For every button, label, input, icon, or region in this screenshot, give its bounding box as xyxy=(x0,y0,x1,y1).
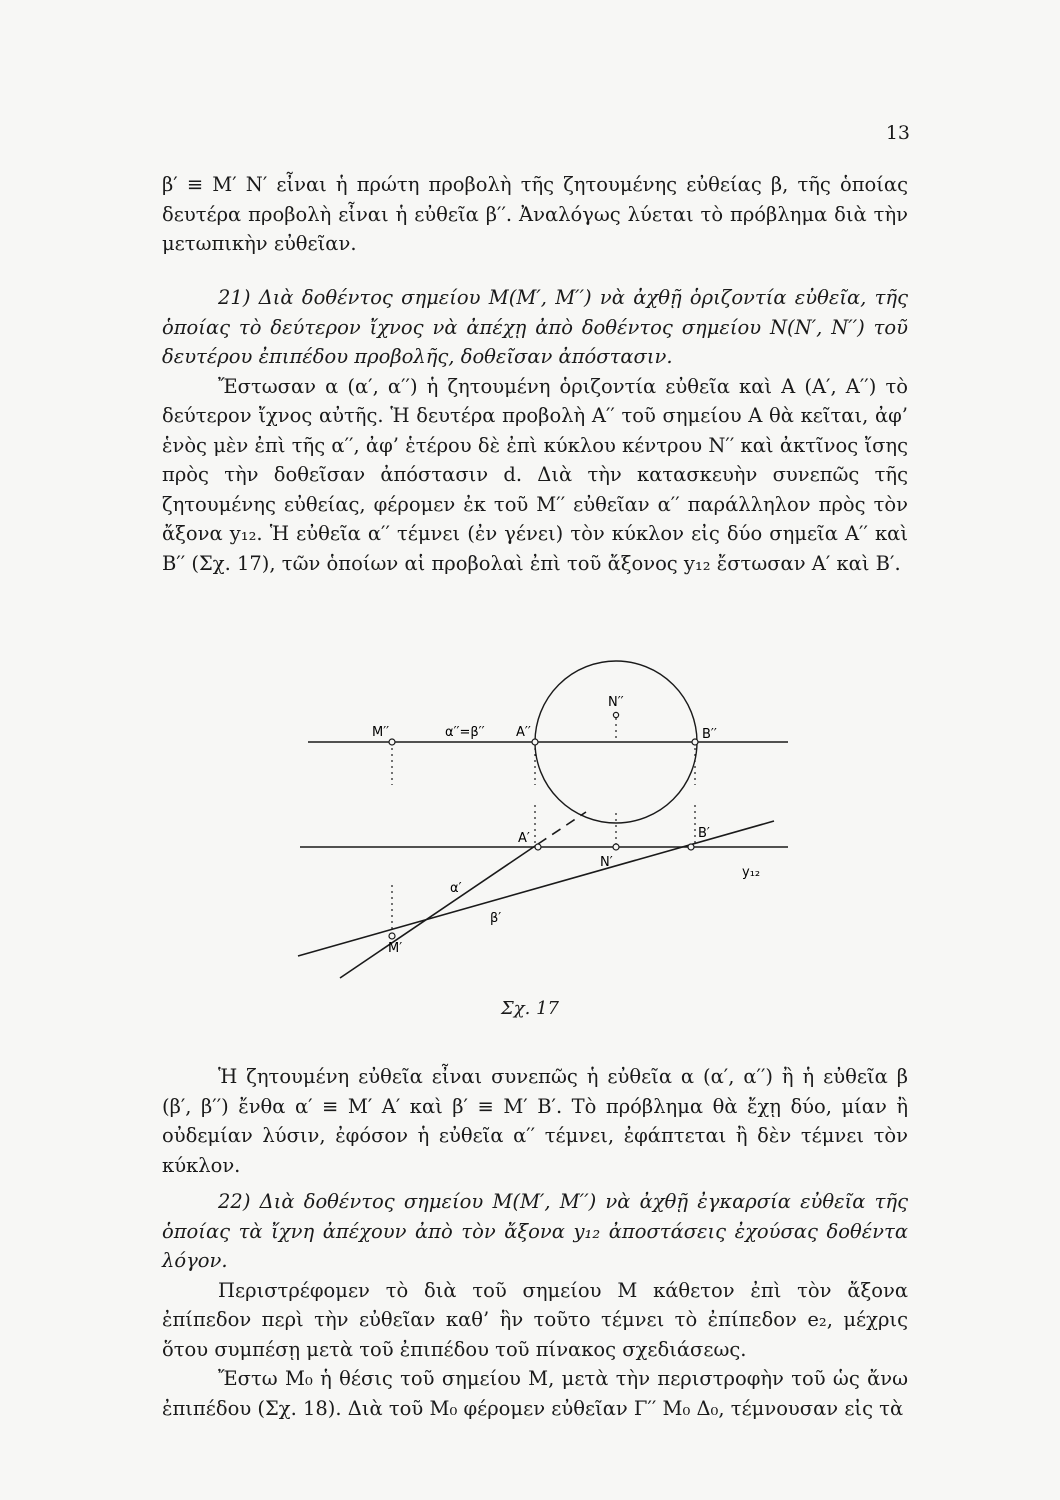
line-alpha1-dashed xyxy=(538,812,586,844)
text-block-1 xyxy=(162,170,908,259)
problem-21-heading: 21) Διὰ δοθέντος σημείου M(M′, M′′) νὰ ἀχθῇ ὁριζοντία εὐθεῖα, τῆς ὁποίας τὸ δεύτερον ἴχνος νὰ ἀπέχῃ ἀπὸ δοθέντος σημείου N(N′, N′′) τοῦ δευτέρου ἐπιπέδου προβολῆς, δοθεῖσαν ἀπόστασιν. xyxy=(162,286,908,368)
line-alpha1 xyxy=(340,844,538,978)
text-block-3 xyxy=(162,1062,908,1180)
problem-22-paragraph-1: Περιστρέφομεν τὸ διὰ τοῦ σημείου M κάθετον ἐπὶ τὸν ἄξονα ἐπίπεδον περὶ τὴν εὐθεῖαν καθ’ ἣν τοῦτο τέμνει τὸ ἐπίπεδον e₂, μέχρις ὅτου συμπέσῃ μετὰ τοῦ ἐπιπέδου τοῦ πίνακος σχεδιάσεως. xyxy=(162,1278,908,1361)
figure-17-diagram xyxy=(290,630,790,1030)
problem-21 xyxy=(162,283,908,578)
label-beta1: β′ xyxy=(490,911,502,926)
point-n2 xyxy=(613,712,618,717)
problem-22 xyxy=(162,1187,908,1423)
point-m2 xyxy=(389,739,395,745)
point-b2 xyxy=(692,739,698,745)
label-b2: B′′ xyxy=(702,727,717,742)
point-b1 xyxy=(688,844,694,850)
label-a1: A′ xyxy=(518,831,530,846)
point-a1 xyxy=(535,844,541,850)
figure-caption: Σχ. 17 xyxy=(501,998,559,1019)
label-a2: A′′ xyxy=(516,725,531,740)
point-m1 xyxy=(389,933,395,939)
label-m2: M′′ xyxy=(372,725,390,740)
label-y12: y₁₂ xyxy=(742,865,761,880)
label-m1: M′ xyxy=(388,941,403,956)
label-n1: N′ xyxy=(600,855,613,870)
point-a2 xyxy=(532,739,538,745)
line-beta1 xyxy=(298,821,774,956)
page-number: 13 xyxy=(885,122,910,144)
problem-21-solution: Ἔστωσαν α (α′, α′′) ἡ ζητουμένη ὁριζοντία εὐθεῖα καὶ A (A′, A′′) τὸ δεύτερον ἴχνος αὐτῆς. Ἡ δευτέρα προβολὴ A′′ τοῦ σημείου A θὰ κεῖται, ἀφ’ ἑνὸς μὲν ἐπὶ τῆς α′′, ἀφ’ ἑτέρου δὲ ἐπὶ κύκλου κέντρου N′′ καὶ ἀκτῖνος ἴσης πρὸς τὴν δοθεῖσαν ἀπόστασιν d. Διὰ τὴν κατασκευὴν συνεπῶς τῆς ζητουμένης εὐθείας, φέρομεν ἐκ τοῦ M′′ εὐθεῖαν α′′ παράλληλον πρὸς τὸν ἄξονα y₁₂. Ἡ εὐθεῖα α′′ τέμνει (ἐν γένει) τὸν κύκλον εἰς δύο σημεῖα A′′ καὶ B′′ (Σχ. 17), τῶν ὁποίων αἱ προβολαὶ ἐπὶ τοῦ ἄξονος y₁₂ ἔστωσαν A′ καὶ B′. xyxy=(162,374,908,575)
problem-22-paragraph-2: Ἔστω M₀ ἡ θέσις τοῦ σημείου M, μετὰ τὴν περιστροφὴν τοῦ ὡς ἄνω ἐπιπέδου (Σχ. 18). Διὰ τοῦ M₀ φέρομεν εὐθεῖαν Γ′′ M₀ Δ₀, τέμνουσαν εἰς τὰ xyxy=(162,1367,908,1420)
paragraph-1: β′ ≡ M′ N′ εἶναι ἡ πρώτη προβολὴ τῆς ζητουμένης εὐθείας β, τῆς ὁποίας δευτέρα προβολὴ εἶναι ἡ εὐθεῖα β′′. Ἀναλόγως λύεται τὸ πρόβλημα διὰ τὴν μετωπικὴν εὐθεῖαν. xyxy=(162,173,908,255)
point-n1 xyxy=(613,844,619,850)
paragraph-conclusion: Ἡ ζητουμένη εὐθεῖα εἶναι συνεπῶς ἡ εὐθεῖα α (α′, α′′) ἢ ἡ εὐθεῖα β (β′, β′′) ἔνθα α′ ≡ M′ A′ καὶ β′ ≡ M′ B′. Τὸ πρόβλημα θὰ ἔχῃ δύο, μίαν ἢ οὐδεμίαν λύσιν, ἐφόσον ἡ εὐθεῖα α′′ τέμνει, ἐφάπτεται ἢ δὲν τέμνει τὸν κύκλον. xyxy=(162,1065,908,1177)
label-alpha-beta: α′′=β′′ xyxy=(445,725,485,740)
problem-22-heading: 22) Διὰ δοθέντος σημείου M(M′, M′′) νὰ ἀχθῇ ἐγκαρσία εὐθεῖα τῆς ὁποίας τὰ ἴχνη ἀπέχουν ἀπὸ τὸν ἄξονα y₁₂ ἀποστάσεις ἐχούσας δοθέντα λόγον. xyxy=(162,1190,908,1272)
label-b1: B′ xyxy=(698,826,710,841)
label-alpha1: α′ xyxy=(450,881,462,896)
figure-17 xyxy=(290,630,790,1030)
label-n2: N′′ xyxy=(608,695,624,710)
